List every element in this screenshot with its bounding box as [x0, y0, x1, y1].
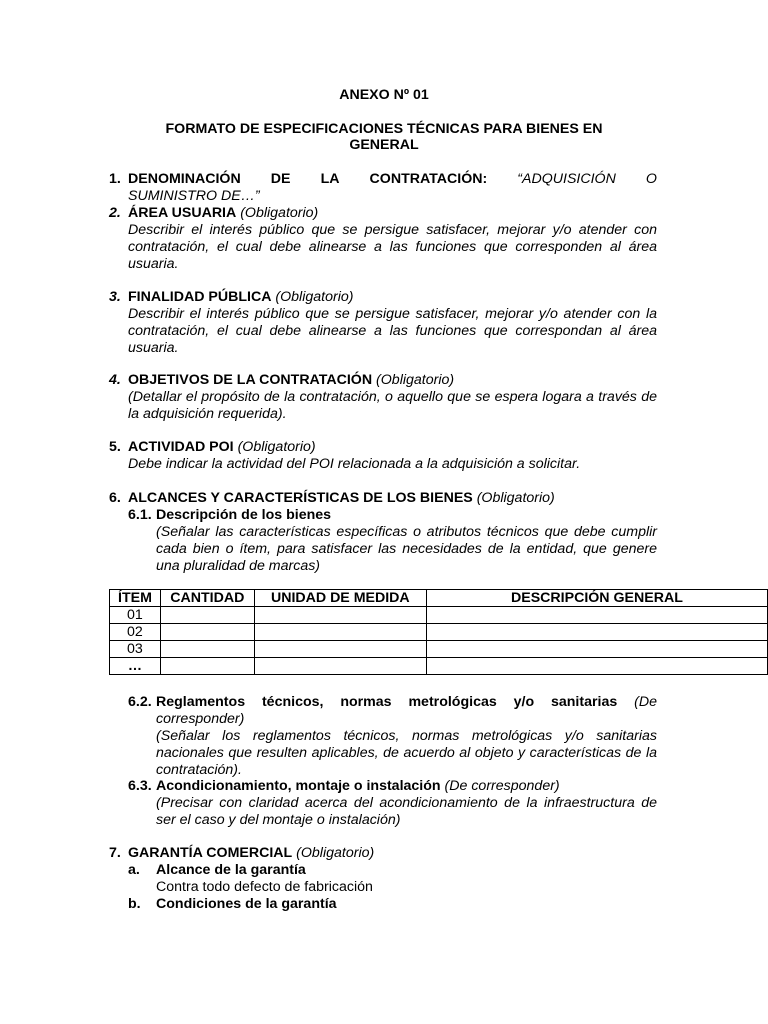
table-cell: …	[110, 658, 161, 675]
section-1-heading-line	[128, 171, 657, 188]
section-5-number: 5.	[109, 439, 121, 455]
section-6-3	[128, 778, 657, 829]
section-1-heading-word: DENOMINACIÓN	[128, 171, 241, 187]
section-7-b-label: b.	[128, 896, 141, 912]
section-5-tag: (Obligatorio)	[237, 439, 316, 455]
section-1-number: 1.	[109, 171, 121, 187]
table-cell	[426, 607, 767, 624]
section-6-1-number: 6.1.	[128, 507, 152, 523]
table-row	[110, 658, 768, 675]
section-1-value-word: O	[645, 171, 657, 187]
section-3-number: 3.	[109, 289, 121, 305]
section-6-3-heading: Acondicionamiento, montaje o instalación	[156, 778, 441, 794]
section-1-heading-word: LA	[320, 171, 340, 187]
section-6-3-text: (Precisar con claridad acerca del acondicionamiento de la infraestructura de ser el caso y del montaje o instalación)	[156, 795, 657, 828]
section-4-tag: (Obligatorio)	[376, 372, 455, 388]
section-6-heading: ALCANCES Y CARACTERÍSTICAS DE LOS BIENES	[128, 490, 473, 506]
column-header-unidad: UNIDAD DE MEDIDA	[254, 590, 426, 607]
table-cell: 01	[110, 607, 161, 624]
section-7-number: 7.	[109, 845, 121, 861]
annex-title: ANEXO Nº 01	[339, 87, 429, 103]
section-1-value-line-2: SUMINISTRO DE…”	[128, 188, 260, 204]
section-3-text: Describir el interés público que se persigue satisfacer, mejorar y/o atender con la contratación, el cual debe alinearse a las funciones que correspondan al área usuaria.	[128, 306, 657, 356]
section-6-2	[128, 694, 657, 779]
section-5-heading: ACTIVIDAD POI	[128, 439, 234, 455]
section-2-text: Describir el interés público que se persigue satisfacer, mejorar y/o atender con contratación, el cual debe alinearse a las funciones que corresponden al área usuaria.	[128, 222, 657, 272]
section-6-1	[109, 507, 657, 524]
section-7-a-label: a.	[128, 862, 140, 878]
table-row	[110, 641, 768, 658]
section-6-tag: (Obligatorio)	[476, 490, 555, 506]
table-cell	[160, 658, 254, 675]
section-3-heading: FINALIDAD PÚBLICA	[128, 289, 272, 305]
table-row	[110, 624, 768, 641]
section-6-1-text: (Señalar las características específicas o atributos técnicos que debe cumplir cada bien o ítem, para satisfacer las necesidades de la entidad, que genere una pluralidad de marcas)	[156, 524, 657, 574]
table-cell	[254, 607, 426, 624]
section-7-a-heading: Alcance de la garantía	[156, 862, 306, 878]
section-6	[109, 490, 657, 575]
section-4	[109, 372, 657, 423]
items-table	[109, 589, 768, 675]
section-7-item-b	[109, 896, 657, 913]
section-6-number: 6.	[109, 490, 121, 506]
section-7-tag: (Obligatorio)	[296, 845, 375, 861]
table-cell: 02	[110, 624, 161, 641]
section-7-heading: GARANTÍA COMERCIAL	[128, 845, 293, 861]
table-cell	[254, 624, 426, 641]
document-title-line-1: FORMATO DE ESPECIFICACIONES TÉCNICAS PARA BIENES EN	[165, 121, 603, 137]
table-row	[110, 607, 768, 624]
table-cell: 03	[110, 641, 161, 658]
section-1	[109, 171, 657, 205]
section-5	[109, 439, 657, 473]
section-3	[109, 289, 657, 357]
table-cell	[426, 658, 767, 675]
section-5-text: Debe indicar la actividad del POI relacionada a la adquisición a solicitar.	[128, 456, 581, 472]
section-6-3-tag: (De corresponder)	[444, 778, 560, 794]
section-4-text: (Detallar el propósito de la contratación, o aquello que se espera logara a través de la adquisición requerida).	[128, 389, 657, 422]
section-7-a-text: Contra todo defecto de fabricación	[156, 879, 373, 895]
section-6-2-number: 6.2.	[128, 694, 152, 710]
section-6-3-number: 6.3.	[128, 778, 152, 794]
section-2-tag: (Obligatorio)	[240, 205, 319, 221]
section-7	[109, 845, 657, 913]
section-7-item-a	[109, 862, 657, 879]
table-cell	[254, 658, 426, 675]
document-title-line-2: GENERAL	[349, 137, 419, 153]
table-cell	[426, 641, 767, 658]
table-cell	[160, 624, 254, 641]
column-header-cantidad: CANTIDAD	[160, 590, 254, 607]
section-4-number: 4.	[109, 372, 121, 388]
section-1-value-word: “ADQUISICIÓN	[517, 171, 616, 187]
column-header-descripcion: DESCRIPCIÓN GENERAL	[426, 590, 767, 607]
section-6-2-text: (Señalar los reglamentos técnicos, normas metrológicas y/o sanitarias nacionales que resulten aplicables, de acuerdo al objeto y características de la contratación).	[156, 728, 657, 778]
section-1-heading-word: DE	[270, 171, 291, 187]
column-header-item: ÍTEM	[110, 590, 161, 607]
table-cell	[160, 607, 254, 624]
section-6-2-heading: Reglamentos técnicos, normas metrológicas y/o sanitarias	[156, 694, 618, 710]
section-6-1-heading: Descripción de los bienes	[156, 507, 332, 523]
section-2-heading: ÁREA USUARIA	[128, 205, 237, 221]
section-3-tag: (Obligatorio)	[275, 289, 354, 305]
table-header-row	[110, 590, 768, 607]
section-1-heading-word: CONTRATACIÓN:	[369, 171, 488, 187]
table-cell	[426, 624, 767, 641]
table-cell	[254, 641, 426, 658]
section-2-number: 2.	[109, 205, 121, 221]
section-7-b-heading: Condiciones de la garantía	[156, 896, 337, 912]
section-6-2-tag: (De corresponder)	[156, 694, 657, 727]
section-2	[109, 205, 657, 273]
section-4-heading: OBJETIVOS DE LA CONTRATACIÓN	[128, 372, 373, 388]
table-cell	[160, 641, 254, 658]
